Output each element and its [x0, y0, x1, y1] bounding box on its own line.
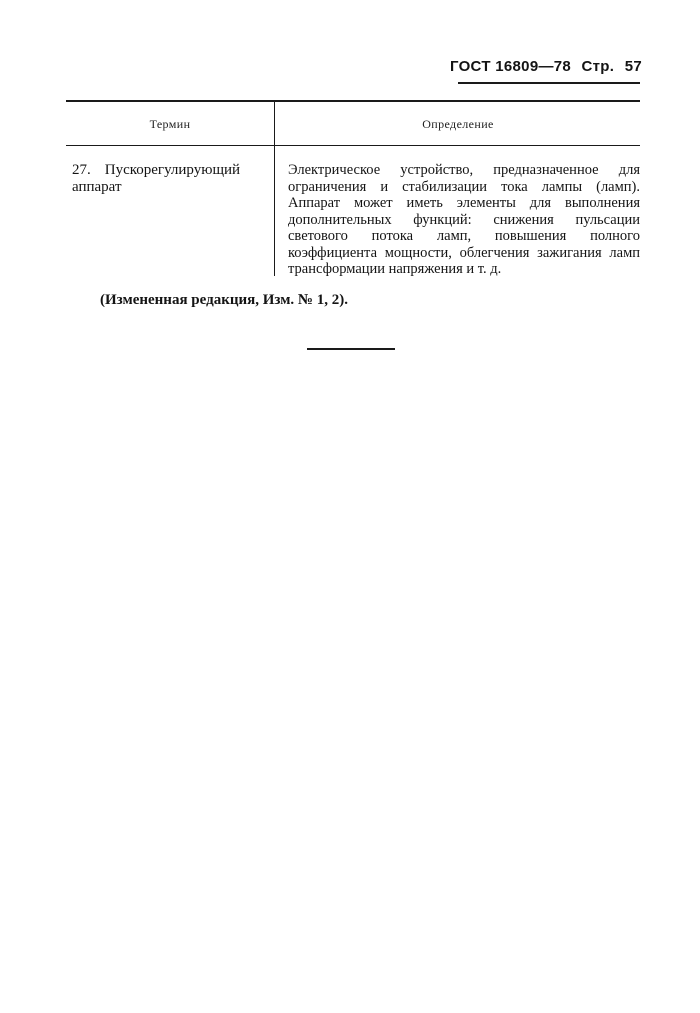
column-divider	[274, 101, 275, 276]
term-text: Пускорегулирующий аппарат	[72, 162, 241, 195]
header-rule	[458, 82, 640, 84]
term-cell	[72, 162, 268, 196]
standard-designation: ГОСТ 16809—78	[449, 58, 572, 75]
page-number: 57	[624, 58, 642, 75]
definition-cell: Электрическое устройство, предназначенное для ограничения и стабилизации тока лампы (ламп). Аппарат может иметь элементы для выполнения дополнительных функций: снижения пульсации светового потока ламп, повышения полного коэффициента мощности, облегчения зажигания ламп трансформации напряжения и т. д.	[288, 162, 640, 277]
column-header-definition: Определение	[422, 117, 494, 131]
term-number: 27.	[72, 162, 91, 178]
page-label: Стр.	[581, 58, 615, 75]
table-header-rule	[66, 145, 640, 146]
end-rule	[307, 348, 395, 350]
page-header	[450, 58, 642, 75]
revision-note: (Измененная редакция, Изм. № 1, 2).	[100, 292, 349, 308]
column-header-term: Термин	[149, 117, 191, 131]
table-top-rule	[66, 100, 640, 102]
